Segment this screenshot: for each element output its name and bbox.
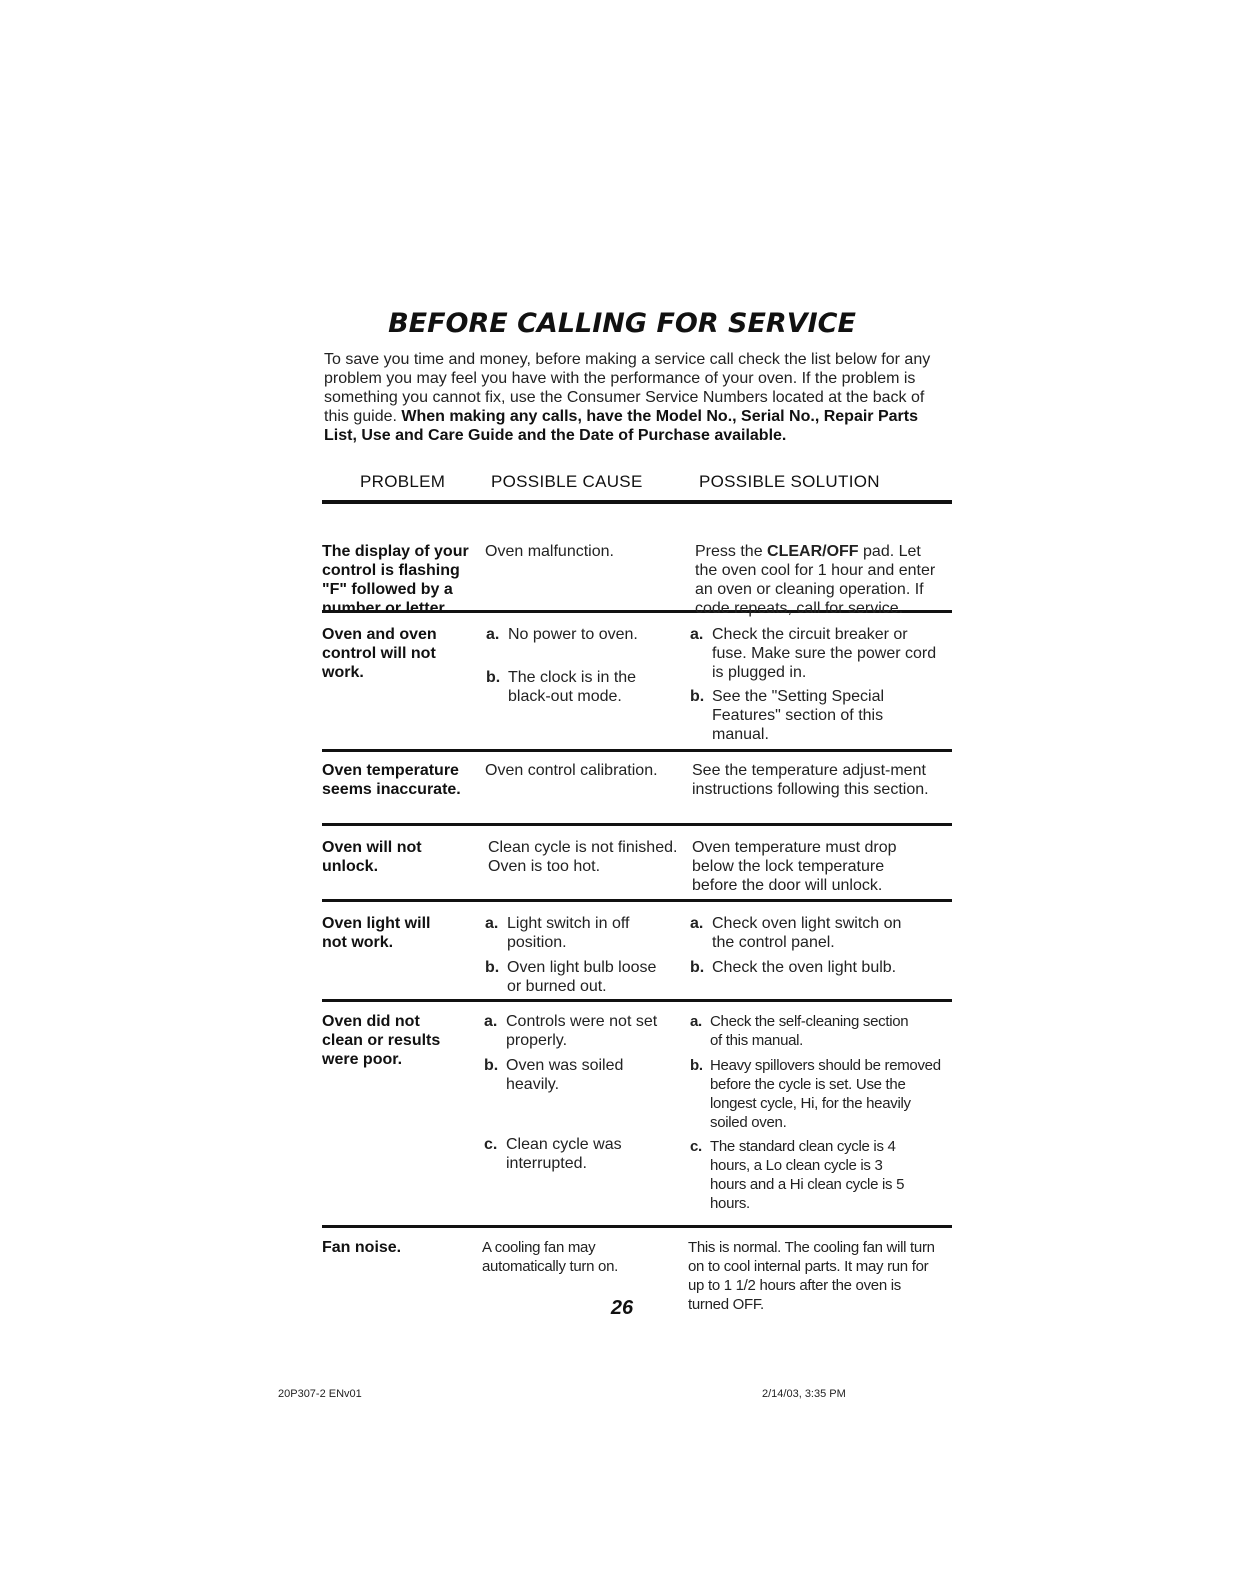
cause-text: The clock is in the black-out mode. bbox=[508, 669, 637, 705]
solution-cell: Oven temperature must drop below the lock temperature before the door will unlock. bbox=[692, 839, 897, 894]
table-row bbox=[322, 504, 952, 617]
column-header-cause: POSSIBLE CAUSE bbox=[491, 472, 643, 491]
table-row bbox=[322, 613, 952, 752]
page-number: 26 bbox=[610, 1297, 634, 1319]
solution-text: Check the circuit breaker or fuse. Make sure the power cord is plugged in. bbox=[712, 626, 937, 681]
solution-cell bbox=[688, 1012, 944, 1219]
solution-item-a bbox=[688, 625, 940, 682]
column-header-solution: POSSIBLE SOLUTION bbox=[699, 472, 880, 491]
cause-text: Clean cycle was interrupted. bbox=[506, 1136, 622, 1172]
footer-timestamp: 2/14/03, 3:35 PM bbox=[762, 1388, 846, 1400]
item-label: b. bbox=[690, 959, 705, 976]
solution-text: Check oven light switch on the control panel. bbox=[712, 915, 902, 951]
intro-text: To save you time and money, before making a service call check the list below for any problem you may feel you have with the performance of your oven. If the problem is something you cannot fix, use the Consumer Service Numbers located at the back of this guide. bbox=[324, 351, 931, 425]
problem-cell: The display of your control is flashing "F" followed by a number or letter. bbox=[322, 543, 469, 617]
column-header-problem: PROBLEM bbox=[360, 472, 446, 491]
problem-cell: Oven and oven control will not work. bbox=[322, 626, 437, 681]
problem-cell: Oven temperature seems inaccurate. bbox=[322, 762, 461, 798]
table-header bbox=[322, 470, 952, 504]
solution-text: Check the oven light bulb. bbox=[712, 959, 897, 976]
solution-text: Check the self-cleaning section of this manual. bbox=[710, 1013, 909, 1049]
solution-item-a bbox=[688, 1012, 920, 1050]
solution-item-b bbox=[688, 958, 928, 977]
cause-text: Oven light bulb loose or burned out. bbox=[507, 959, 657, 995]
cause-item-c bbox=[482, 1135, 666, 1173]
troubleshooting-table bbox=[322, 470, 952, 1318]
problem-cell: Oven did not clean or results were poor. bbox=[322, 1013, 441, 1068]
item-label: c. bbox=[690, 1138, 702, 1155]
cause-cell: Oven control calibration. bbox=[485, 762, 658, 779]
item-label: b. bbox=[690, 1057, 703, 1074]
cause-cell bbox=[484, 625, 664, 712]
solution-cell bbox=[688, 914, 928, 983]
problem-cell: Oven will not unlock. bbox=[322, 839, 422, 875]
cause-item-b bbox=[484, 668, 658, 706]
solution-item-c bbox=[688, 1137, 920, 1213]
cause-item-a bbox=[483, 914, 657, 952]
intro-paragraph bbox=[324, 350, 949, 445]
cause-cell: Oven malfunction. bbox=[485, 543, 614, 560]
item-label: a. bbox=[485, 915, 499, 932]
item-label: a. bbox=[486, 626, 500, 643]
cause-cell: Clean cycle is not finished. Oven is too hot. bbox=[488, 839, 678, 875]
item-label: b. bbox=[486, 669, 501, 686]
solution-cell: See the temperature adjust-ment instructions following this section. bbox=[692, 762, 929, 798]
cause-text: No power to oven. bbox=[508, 626, 638, 643]
cause-cell bbox=[482, 1012, 682, 1179]
solution-rest: pad. Let the oven cool for 1 hour and enter an oven or cleaning operation. If code repeats, call for service. bbox=[695, 543, 936, 617]
cause-item-b bbox=[482, 1056, 666, 1094]
item-label: b. bbox=[485, 959, 500, 976]
item-label: b. bbox=[690, 688, 705, 705]
solution-item-a bbox=[688, 914, 928, 952]
intro-bold-text: When making any calls, have the Model No., Serial No., Repair Parts List, Use and Care Guide and the Date of Purchase available. bbox=[324, 408, 918, 444]
cause-text: Oven was soiled heavily. bbox=[506, 1057, 624, 1093]
solution-text: See the "Setting Special Features" section of this manual. bbox=[712, 688, 885, 743]
cause-item-a bbox=[482, 1012, 681, 1050]
footer-document-code: 20P307-2 ENv01 bbox=[278, 1388, 362, 1400]
solution-text: Heavy spillovers should be removed before the cycle is set. Use the longest cycle, Hi, for the heavily soiled oven. bbox=[710, 1057, 941, 1131]
item-label: a. bbox=[690, 626, 704, 643]
solution-cell: This is normal. The cooling fan will turn on to cool internal parts. It may run for up to 1 1/2 hours after the oven is turned OFF. bbox=[688, 1239, 935, 1313]
solution-cell bbox=[688, 625, 940, 750]
cause-item-a bbox=[484, 625, 664, 644]
cause-cell: A cooling fan may automatically turn on. bbox=[482, 1239, 618, 1275]
item-label: a. bbox=[690, 915, 704, 932]
item-label: c. bbox=[484, 1136, 498, 1153]
solution-prefix: Press the bbox=[695, 543, 768, 560]
table-row bbox=[322, 826, 952, 902]
cause-text: Controls were not set properly. bbox=[506, 1013, 658, 1049]
item-label: a. bbox=[484, 1013, 498, 1030]
table-row bbox=[322, 902, 952, 1002]
table-row bbox=[322, 752, 952, 826]
problem-cell: Fan noise. bbox=[322, 1239, 402, 1256]
cause-item-b bbox=[483, 958, 672, 996]
solution-item-b bbox=[688, 687, 932, 744]
solution-cell bbox=[695, 542, 945, 618]
clear-off-pad-label: CLEAR/OFF bbox=[767, 543, 859, 560]
solution-text: The standard clean cycle is 4 hours, a Lo clean cycle is 3 hours and a Hi clean cycle is 5 hours. bbox=[710, 1138, 905, 1212]
solution-item-b bbox=[688, 1056, 944, 1132]
cause-text: Light switch in off position. bbox=[507, 915, 630, 951]
item-label: a. bbox=[690, 1013, 702, 1030]
cause-cell bbox=[483, 914, 663, 1002]
problem-cell: Oven light will not work. bbox=[322, 915, 431, 951]
item-label: b. bbox=[484, 1057, 499, 1074]
table-row bbox=[322, 1002, 952, 1228]
page-title: BEFORE CALLING FOR SERVICE bbox=[388, 308, 856, 339]
